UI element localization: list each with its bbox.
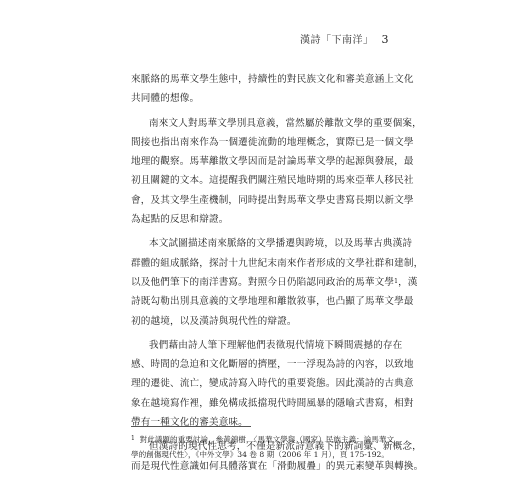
text-line: 來脈絡的馬華文學生態中，持續性的對民族文化和審美意涵上文化: [131, 74, 414, 85]
text-line: 初的越境，以及漢詩與現代性的辯證。: [131, 315, 297, 327]
body-text: [131, 70, 424, 481]
footnote: [131, 432, 422, 462]
text-line: 感、時間的急迫和文化斷層的擠壓，一一浮現為詩的內容，以致地: [131, 359, 414, 371]
header-title: 漢詩「下南洋」: [300, 35, 374, 46]
text-line: 地理的觀察。馬華離散文學因而是討論馬華文學的起源與發展，最: [131, 156, 414, 168]
text-line: 我們藉由詩人筆下理解他們表徵現代情境下瞬間震撼的存在: [149, 339, 403, 351]
text-line: [131, 273, 418, 292]
footnote-divider: [131, 426, 251, 427]
paragraph: [131, 336, 414, 432]
text-segment: ，漢: [398, 276, 418, 288]
paragraph: [131, 234, 424, 330]
footnote-line: [131, 432, 393, 447]
text-line: 但漢詩的現代性思考，不僅是新派詩意義下的新詞彙、新概念，: [149, 441, 422, 453]
footnote-line: 學的創傷現代性〉，《中外文學》34 卷 8 期（2006 年 1 月），頁 175-192。: [131, 450, 389, 459]
text-line: 而是現代性意識如何具體落實在「滑動履疊」的異元素變革與轉換。: [131, 460, 424, 472]
text-line: 理的遷徙、流亡，變成詩寫入時代的重要瓷態。因此漢詩的古典意: [131, 378, 414, 390]
text-line: 帶有一種文化的審美意味。: [131, 417, 248, 429]
paragraph: [131, 70, 414, 109]
text-line: 群體的組成脈絡，探討十九世紀末南來作者形成的文學社群和建制，: [131, 257, 424, 269]
text-line: 詩既勾勒出別具意義的文學地理和離散敘事，也凸顯了馬華文學最: [131, 296, 414, 308]
running-header: [300, 31, 389, 46]
text-segment: 以及他們筆下的南洋書寫。對照今日仍陷認同政治的馬華文學: [131, 276, 395, 288]
footnote-mark: 1: [131, 435, 135, 442]
footnote-text: 對此議題的重要討論，參黃錦樹，〈馬華文學與（國家）民族主義：論馬華文: [139, 435, 395, 444]
text-line: 會，及其文學生產機制，同時提出對馬華文學史書寫長期以新文學: [131, 194, 414, 206]
text-line: 共同體的想像。: [131, 93, 200, 105]
footnote-reference[interactable]: 1: [394, 277, 399, 285]
text-line: 南來文人對馬華文學別具意義，當然屬於離散文學的重要個案，: [149, 117, 422, 129]
text-line: 為起點的反思和辯證。: [131, 214, 229, 226]
text-line: 本文試圖描述南來脈絡的文學播遷與跨境，以及馬華古典漢詩: [149, 238, 413, 250]
text-line: 象在越境寫作裡，雖免構成抵擋現代時間風暴的隱喻式書寫，相對: [131, 397, 414, 409]
page-number: 3: [381, 33, 389, 46]
paragraph: [131, 114, 422, 230]
text-line: 間接也指出南來作為一個遷徙流動的地理概念，實際已是一個文學: [131, 136, 414, 148]
text-line: 初且關鍵的文本。這提醒我們關注殖民地時期的馬來亞華人移民社: [131, 175, 414, 187]
